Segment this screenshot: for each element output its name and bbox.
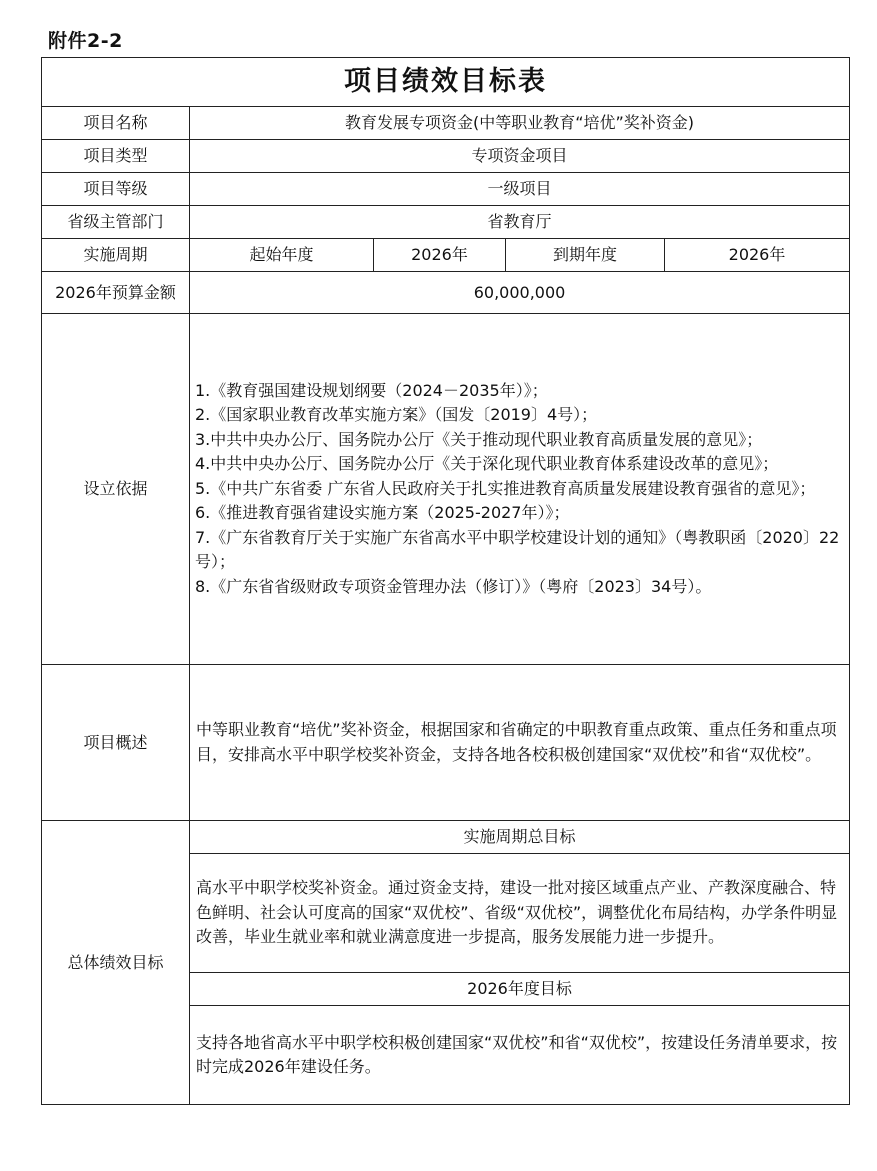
overview-label: 项目概述 xyxy=(42,665,190,821)
basis-label: 设立依据 xyxy=(42,314,190,665)
project-type-value: 专项资金项目 xyxy=(190,140,850,173)
start-year-label: 起始年度 xyxy=(190,239,374,272)
basis-item: 3.中共中央办公厅、国务院办公厅《关于推动现代职业教育高质量发展的意见》； xyxy=(195,429,763,449)
annual-goal-heading: 2026年度目标 xyxy=(190,973,850,1006)
end-year-value: 2026年 xyxy=(665,239,850,272)
basis-row xyxy=(42,314,850,665)
period-row xyxy=(42,239,850,272)
budget-value: 60,000,000 xyxy=(190,272,850,314)
project-name-value: 教育发展专项资金(中等职业教育“培优”奖补资金) xyxy=(190,107,850,140)
project-level-label: 项目等级 xyxy=(42,173,190,206)
overview-row xyxy=(42,665,850,821)
period-goal-text: 高水平中职学校奖补资金。通过资金支持，建设一批对接区域重点产业、产教深度融合、特色鲜明、社会认可度高的国家“双优校”、省级“双优校”，调整优化布局结构，办学条件明显改善，毕业生就业率和就业满意度进一步提高，服务发展能力进一步提升。 xyxy=(190,854,850,973)
basis-item: 6.《推进教育强省建设实施方案（2025-2027年）》； xyxy=(195,503,570,523)
basis-item: 2.《国家职业教育改革实施方案》（国发〔2019〕4号）； xyxy=(195,405,598,425)
department-row xyxy=(42,206,850,239)
basis-item: 5.《中共广东省委 广东省人民政府关于扎实推进教育高质量发展建设教育强省的意见》； xyxy=(195,478,816,498)
period-label: 实施周期 xyxy=(42,239,190,272)
project-name-label: 项目名称 xyxy=(42,107,190,140)
project-level-value: 一级项目 xyxy=(190,173,850,206)
goals-period-head-row xyxy=(42,821,850,854)
basis-list xyxy=(190,314,850,665)
attachment-label: 附件2-2 xyxy=(48,30,123,52)
department-label: 省级主管部门 xyxy=(42,206,190,239)
annual-goal-text: 支持各地省高水平中职学校积极创建国家“双优校”和省“双优校”，按建设任务清单要求，按时完成2026年建设任务。 xyxy=(190,1006,850,1105)
budget-row xyxy=(42,272,850,314)
performance-target-table xyxy=(41,57,850,1105)
project-level-row xyxy=(42,173,850,206)
project-name-row xyxy=(42,107,850,140)
start-year-value: 2026年 xyxy=(374,239,506,272)
basis-item: 1.《教育强国建设规划纲要（2024－2035年）》； xyxy=(195,380,548,400)
period-goal-heading: 实施周期总目标 xyxy=(190,821,850,854)
table-title: 项目绩效目标表 xyxy=(42,58,850,107)
basis-item: 4.中共中央办公厅、国务院办公厅《关于深化现代职业教育体系建设改革的意见》； xyxy=(195,454,779,474)
overview-text: 中等职业教育“培优”奖补资金，根据国家和省确定的中职教育重点政策、重点任务和重点项目，安排高水平中职学校奖补资金，支持各地各校积极创建国家“双优校”和省“双优校”。 xyxy=(190,665,850,821)
end-year-label: 到期年度 xyxy=(506,239,665,272)
budget-label: 2026年预算金额 xyxy=(42,272,190,314)
project-type-row xyxy=(42,140,850,173)
goals-label: 总体绩效目标 xyxy=(42,821,190,1105)
basis-item: 8.《广东省省级财政专项资金管理办法（修订）》（粤府〔2023〕34号）。 xyxy=(195,576,712,596)
basis-item: 7.《广东省教育厅关于实施广东省高水平中职学校建设计划的通知》（粤教职函〔2020〕22号）； xyxy=(195,527,840,572)
project-type-label: 项目类型 xyxy=(42,140,190,173)
department-value: 省教育厅 xyxy=(190,206,850,239)
